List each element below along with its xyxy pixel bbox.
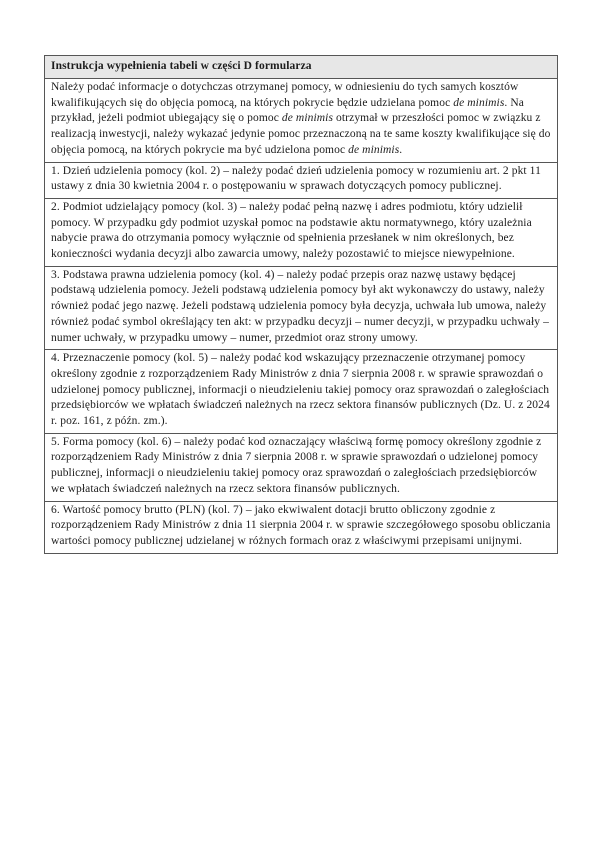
table-row [45,266,558,350]
table-header-title: Instrukcja wypełnienia tabeli w części D formularza [45,56,558,79]
intro-paragraph: Należy podać informacje o dotychczas otrzymanej pomocy, w odniesieniu do tych samych kosztów kwalifikujących się do objęcia pomocą, na których pokrycie będzie udzielana pomoc de minimis. Na przykład, jeżeli podmiot ubiegający się o pomoc de minimis otrzymał w przeszłości pomoc w związku z realizacją inwestycji, należy wykazać jedynie pomoc przeznaczoną na te same koszty kwalifikujące się do objęcia pomocą, na których pokrycie ma być udzielona pomoc de minimis. [45,79,558,163]
table-row [45,79,558,163]
instruction-item-1: 1. Dzień udzielenia pomocy (kol. 2) – należy podać dzień udzielenia pomocy w rozumieniu art. 2 pkt 11 ustawy z dnia 30 kwietnia 2004 r. o postępowaniu w sprawach dotyczących pomocy publicznej. [45,162,558,198]
instruction-item-3: 3. Podstawa prawna udzielenia pomocy (kol. 4) – należy podać przepis oraz nazwę ustawy będącej podstawą udzielenia pomocy. Jeżeli podstawą udzielenia pomocy był akt wykonawczy do ustawy, należy również podać jego nazwę. Jeżeli podstawą udzielenia pomocy była decyzja, uchwała lub umowa, należy również podać symbol określający ten akt: w przypadku decyzji – numer decyzji, w przypadku uchwały – numer uchwały, w przypadku umowy – numer, przedmiot oraz strony umowy. [45,266,558,350]
table-row [45,56,558,79]
table-row [45,350,558,434]
instruction-table [44,55,558,554]
instruction-item-5: 5. Forma pomocy (kol. 6) – należy podać kod oznaczający właściwą formę pomocy określony zgodnie z rozporządzeniem Rady Ministrów z dnia 7 sierpnia 2008 r. w sprawie sprawozdań o udzielonej pomocy publicznej, informacji o nieudzieleniu takiej pomocy oraz sprawozdań o zaległościach przedsiębiorców we wpłatach świadczeń należnych na rzecz sektora finansów publicznych. [45,433,558,501]
instruction-item-6: 6. Wartość pomocy brutto (PLN) (kol. 7) – jako ekwiwalent dotacji brutto obliczony zgodnie z rozporządzeniem Rady Ministrów z dnia 11 sierpnia 2004 r. w sprawie szczegółowego sposobu obliczania wartości pomocy publicznej udzielanej w różnych formach oraz z właściwymi przepisami unijnymi. [45,501,558,553]
table-row [45,198,558,266]
table-row [45,162,558,198]
instruction-item-2: 2. Podmiot udzielający pomocy (kol. 3) – należy podać pełną nazwę i adres podmiotu, który udzielił pomocy. W przypadku gdy podmiot uzyskał pomoc na podstawie aktu normatywnego, który uzależnia nabycie prawa do otrzymania pomocy wyłącznie od spełnienia przesłanek w nim określonych, bez konieczności wydania decyzji albo zawarcia umowy, należy pozostawić to miejsce niewypełnione. [45,198,558,266]
instruction-item-4: 4. Przeznaczenie pomocy (kol. 5) – należy podać kod wskazujący przeznaczenie otrzymanej pomocy określony zgodnie z rozporządzeniem Rady Ministrów z dnia 7 sierpnia 2008 r. w sprawie sprawozdań o udzielonej pomocy publicznej, informacji o nieudzieleniu takiej pomocy oraz sprawozdań o zaległościach przedsiębiorców we wpłatach świadczeń należnych na rzecz sektora finansów publicznych (Dz. U. z 2024 r. poz. 161, z późn. zm.). [45,350,558,434]
table-row [45,501,558,553]
table-row [45,433,558,501]
